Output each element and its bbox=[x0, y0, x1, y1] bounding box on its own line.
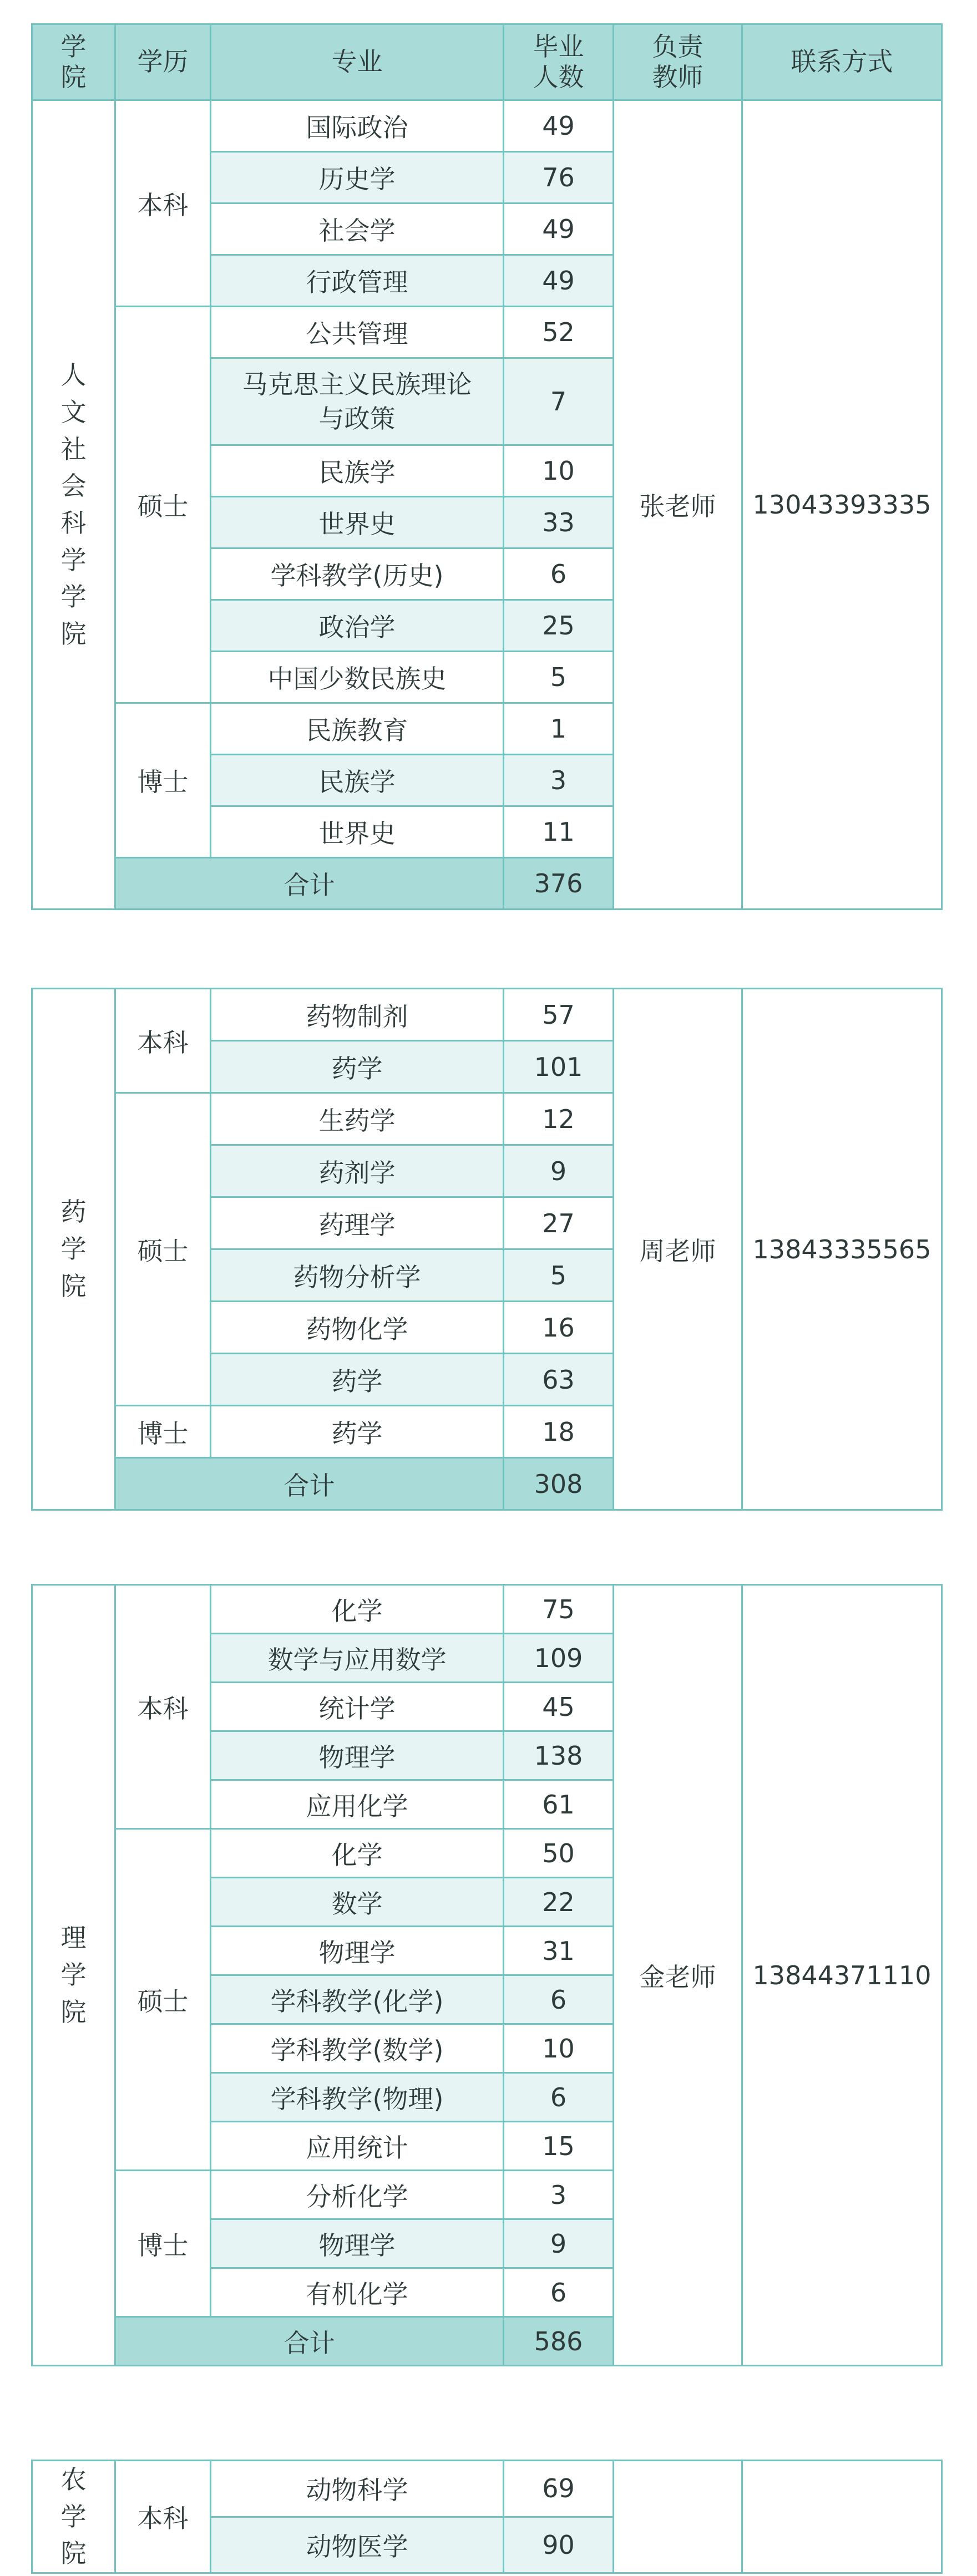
graduate-count: 6 bbox=[504, 2073, 614, 2122]
graduate-count: 31 bbox=[504, 1927, 614, 1975]
major-name: 药物分析学 bbox=[211, 1249, 504, 1302]
major-name: 民族学 bbox=[211, 755, 504, 806]
total-label: 合计 bbox=[115, 858, 504, 910]
graduate-count: 50 bbox=[504, 1829, 614, 1878]
major-name: 物理学 bbox=[211, 1927, 504, 1975]
major-name: 数学与应用数学 bbox=[211, 1634, 504, 1683]
graduate-count: 57 bbox=[504, 989, 614, 1041]
header-degree: 学历 bbox=[115, 24, 211, 100]
major-name: 世界史 bbox=[211, 497, 504, 548]
graduate-count: 1 bbox=[504, 703, 614, 755]
graduate-count: 61 bbox=[504, 1780, 614, 1829]
graduate-count: 45 bbox=[504, 1683, 614, 1731]
college-table bbox=[31, 1584, 943, 2366]
degree-level: 本科 bbox=[115, 1585, 211, 1829]
major-name: 药学 bbox=[211, 1406, 504, 1458]
major-name: 应用化学 bbox=[211, 1780, 504, 1829]
major-name: 药物化学 bbox=[211, 1302, 504, 1354]
degree-level: 本科 bbox=[115, 100, 211, 307]
teacher-name: 周老师 bbox=[614, 989, 742, 1510]
major-name: 社会学 bbox=[211, 204, 504, 255]
major-name: 民族学 bbox=[211, 445, 504, 497]
degree-level: 博士 bbox=[115, 703, 211, 858]
graduate-count: 12 bbox=[504, 1093, 614, 1145]
total-count: 376 bbox=[504, 858, 614, 910]
graduate-count: 10 bbox=[504, 445, 614, 497]
major-name: 政治学 bbox=[211, 600, 504, 652]
college-name: 药 学 院 bbox=[32, 989, 115, 1510]
graduate-count: 6 bbox=[504, 548, 614, 600]
graduate-count: 5 bbox=[504, 1249, 614, 1302]
graduate-count: 18 bbox=[504, 1406, 614, 1458]
contact-phone: 13844371110 bbox=[742, 1585, 942, 2366]
header-teacher: 负责 教师 bbox=[614, 24, 742, 100]
degree-level: 硕士 bbox=[115, 1093, 211, 1406]
college-table bbox=[31, 2460, 943, 2574]
teacher-name bbox=[614, 2461, 742, 2573]
college-table bbox=[31, 23, 943, 910]
major-name: 学科教学(物理) bbox=[211, 2073, 504, 2122]
graduate-count: 10 bbox=[504, 2024, 614, 2073]
major-name: 化学 bbox=[211, 1829, 504, 1878]
graduate-count: 25 bbox=[504, 600, 614, 652]
total-label: 合计 bbox=[115, 1458, 504, 1510]
major-name: 有机化学 bbox=[211, 2268, 504, 2317]
major-name: 分析化学 bbox=[211, 2171, 504, 2219]
college-name: 人 文 社 会 科 学 学 院 bbox=[32, 100, 115, 910]
major-name: 历史学 bbox=[211, 152, 504, 204]
header-college: 学 院 bbox=[32, 24, 115, 100]
table-row bbox=[32, 100, 942, 152]
header-contact: 联系方式 bbox=[742, 24, 942, 100]
major-name: 学科教学(历史) bbox=[211, 548, 504, 600]
major-name: 应用统计 bbox=[211, 2122, 504, 2171]
graduate-count: 6 bbox=[504, 2268, 614, 2317]
graduate-count: 27 bbox=[504, 1197, 614, 1249]
graduate-count: 7 bbox=[504, 358, 614, 445]
major-name: 国际政治 bbox=[211, 100, 504, 152]
major-name: 物理学 bbox=[211, 2219, 504, 2268]
major-name: 生药学 bbox=[211, 1093, 504, 1145]
major-name: 化学 bbox=[211, 1585, 504, 1634]
graduate-count: 76 bbox=[504, 152, 614, 204]
table-row bbox=[32, 2461, 942, 2517]
graduate-count: 101 bbox=[504, 1041, 614, 1093]
graduate-count: 5 bbox=[504, 652, 614, 703]
major-name: 行政管理 bbox=[211, 255, 504, 307]
graduate-count: 75 bbox=[504, 1585, 614, 1634]
total-count: 308 bbox=[504, 1458, 614, 1510]
contact-phone: 13043393335 bbox=[742, 100, 942, 910]
college-name: 农 学 院 bbox=[32, 2461, 115, 2573]
major-name: 动物科学 bbox=[211, 2461, 504, 2517]
major-name: 药物制剂 bbox=[211, 989, 504, 1041]
graduate-count: 52 bbox=[504, 307, 614, 358]
major-name: 公共管理 bbox=[211, 307, 504, 358]
graduate-count: 11 bbox=[504, 806, 614, 858]
college-name: 理 学 院 bbox=[32, 1585, 115, 2366]
total-label: 合计 bbox=[115, 2317, 504, 2366]
table-row bbox=[32, 989, 942, 1041]
graduate-count: 3 bbox=[504, 2171, 614, 2219]
graduate-count: 63 bbox=[504, 1354, 614, 1406]
major-name: 物理学 bbox=[211, 1731, 504, 1780]
header-count: 毕业 人数 bbox=[504, 24, 614, 100]
graduate-count: 90 bbox=[504, 2517, 614, 2573]
contact-phone bbox=[742, 2461, 942, 2573]
graduate-count: 69 bbox=[504, 2461, 614, 2517]
major-name: 药剂学 bbox=[211, 1145, 504, 1197]
graduate-count: 49 bbox=[504, 100, 614, 152]
major-name: 药理学 bbox=[211, 1197, 504, 1249]
major-name: 民族教育 bbox=[211, 703, 504, 755]
degree-level: 本科 bbox=[115, 2461, 211, 2573]
college-table bbox=[31, 988, 943, 1511]
graduate-count: 16 bbox=[504, 1302, 614, 1354]
header-row bbox=[32, 24, 942, 100]
major-name: 学科教学(化学) bbox=[211, 1975, 504, 2024]
major-name: 世界史 bbox=[211, 806, 504, 858]
graduate-count: 9 bbox=[504, 2219, 614, 2268]
degree-level: 硕士 bbox=[115, 307, 211, 703]
major-name: 数学 bbox=[211, 1878, 504, 1927]
table-row bbox=[32, 1585, 942, 1634]
major-name: 药学 bbox=[211, 1041, 504, 1093]
major-name: 学科教学(数学) bbox=[211, 2024, 504, 2073]
teacher-name: 金老师 bbox=[614, 1585, 742, 2366]
graduate-count: 49 bbox=[504, 255, 614, 307]
degree-level: 本科 bbox=[115, 989, 211, 1093]
degree-level: 博士 bbox=[115, 2171, 211, 2317]
graduate-count: 15 bbox=[504, 2122, 614, 2171]
graduate-count: 9 bbox=[504, 1145, 614, 1197]
major-name: 药学 bbox=[211, 1354, 504, 1406]
graduate-count: 109 bbox=[504, 1634, 614, 1683]
graduate-count: 22 bbox=[504, 1878, 614, 1927]
graduate-count: 49 bbox=[504, 204, 614, 255]
degree-level: 博士 bbox=[115, 1406, 211, 1458]
graduate-count: 3 bbox=[504, 755, 614, 806]
graduate-count: 33 bbox=[504, 497, 614, 548]
graduate-count: 138 bbox=[504, 1731, 614, 1780]
teacher-name: 张老师 bbox=[614, 100, 742, 910]
major-name: 中国少数民族史 bbox=[211, 652, 504, 703]
major-name: 动物医学 bbox=[211, 2517, 504, 2573]
graduate-count: 6 bbox=[504, 1975, 614, 2024]
contact-phone: 13843335565 bbox=[742, 989, 942, 1510]
header-major: 专业 bbox=[211, 24, 504, 100]
total-count: 586 bbox=[504, 2317, 614, 2366]
major-name: 马克思主义民族理论 与政策 bbox=[211, 358, 504, 445]
major-name: 统计学 bbox=[211, 1683, 504, 1731]
degree-level: 硕士 bbox=[115, 1829, 211, 2171]
